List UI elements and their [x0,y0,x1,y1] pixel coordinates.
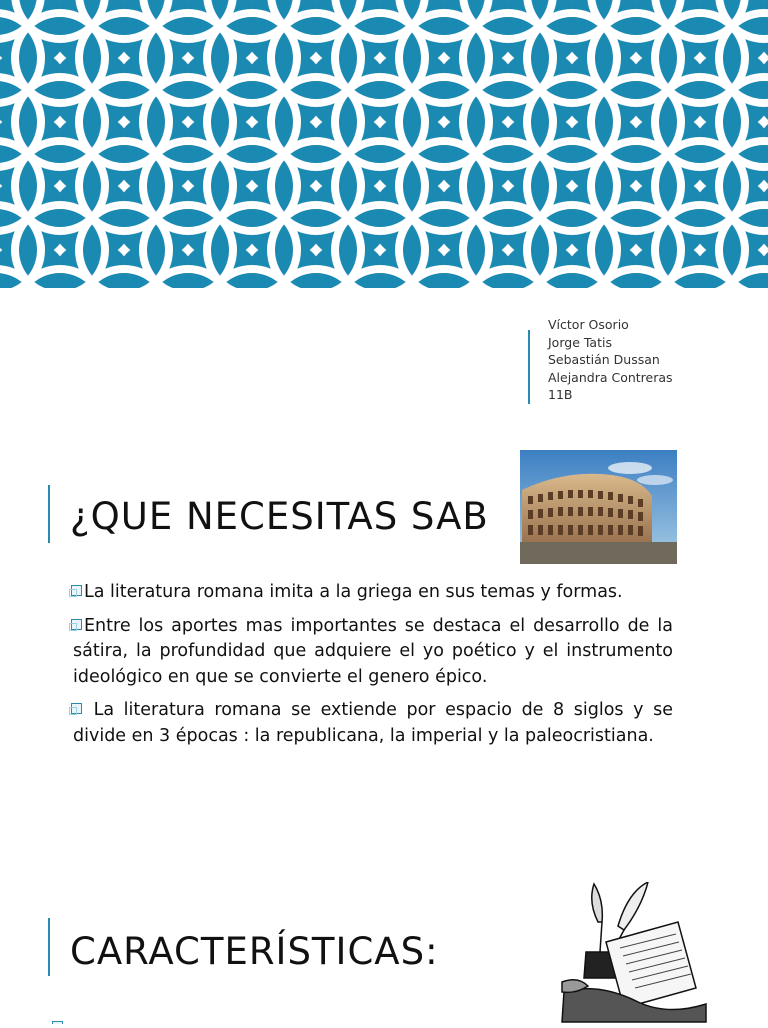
section-title-text: ¿QUE NECESITAS SAB [70,495,489,538]
checkbox-bullet-icon [71,703,82,714]
author-name: Jorge Tatis [548,334,612,350]
bullet-item [73,580,673,606]
title-accent-bar [48,918,50,976]
section-title-text: CARACTERÍSTICAS: [70,930,439,973]
author-group: 11B [548,387,573,402]
bullet-text: Entre los aportes mas importantes se destaca el desarrollo de la sátira, la profundidad que adquiere el yo poético y el instrumento ideológico en que se convierte el genero épico. [73,615,673,687]
section1-bullet-list [73,580,673,758]
bullet-item [73,698,673,749]
author-name: Sebastián Dussan [548,352,660,367]
bullet-text: La literatura romana se extiende por espacio de 8 siglos y se divide en 3 épocas : la republicana, la imperial y la paleocristiana. [73,700,673,746]
colosseum-image [520,450,677,564]
quill-scroll-illustration [558,882,708,1024]
authors-accent-bar [528,330,530,404]
checkbox-bullet-icon [71,619,82,630]
checkbox-bullet-icon [71,585,82,596]
bullet-text: La literatura romana imita a la griega en sus temas y formas. [84,582,623,602]
cropped-bullet-line [52,1018,672,1024]
header-pattern-banner [0,0,768,288]
author-name: Alejandra Contreras [548,369,673,385]
bullet-item [73,614,673,691]
authors-block [528,316,673,404]
author-name: Víctor Osorio [548,317,629,332]
title-accent-bar [48,485,50,543]
